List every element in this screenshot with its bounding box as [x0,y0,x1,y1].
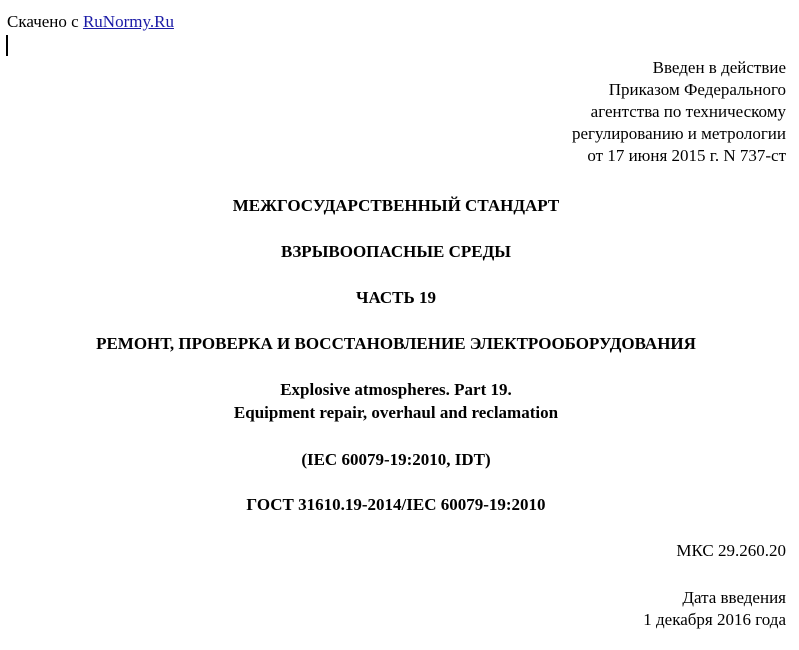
part-heading: ЧАСТЬ 19 [355,288,436,307]
gost-code: ГОСТ 31610.19-2014/IEC 60079-19:2010 [246,495,546,514]
source-line [7,10,174,33]
english-title-line-1: Explosive atmospheres. Part 19. [280,380,512,399]
effective-date-label: Дата введения [682,588,786,607]
subtitle-heading: РЕМОНТ, ПРОВЕРКА И ВОССТАНОВЛЕНИЕ ЭЛЕКТРООБОРУДОВАНИЯ [96,334,696,353]
text-cursor [6,35,8,56]
approval-line: регулированию и метрологии [571,124,786,143]
iec-reference: (IEC 60079-19:2010, IDT) [301,450,491,469]
approval-line: Введен в действие [652,58,786,77]
source-prefix: Скачено с [7,12,83,31]
effective-date: 1 декабря 2016 года [643,610,786,629]
approval-line: от 17 июня 2015 г. N 737-ст [587,146,786,165]
mks-code: МКС 29.260.20 [676,541,786,560]
main-title: ВЗРЫВООПАСНЫЕ СРЕДЫ [281,242,511,261]
approval-line: Приказом Федерального [608,80,786,99]
standard-type-heading: МЕЖГОСУДАРСТВЕННЫЙ СТАНДАРТ [232,196,560,215]
runormy-link[interactable]: RuNormy.Ru [82,12,174,31]
approval-block [572,57,786,167]
english-title-line-2: Equipment repair, overhaul and reclamation [233,403,559,422]
approval-line: агентства по техническому [590,102,786,121]
